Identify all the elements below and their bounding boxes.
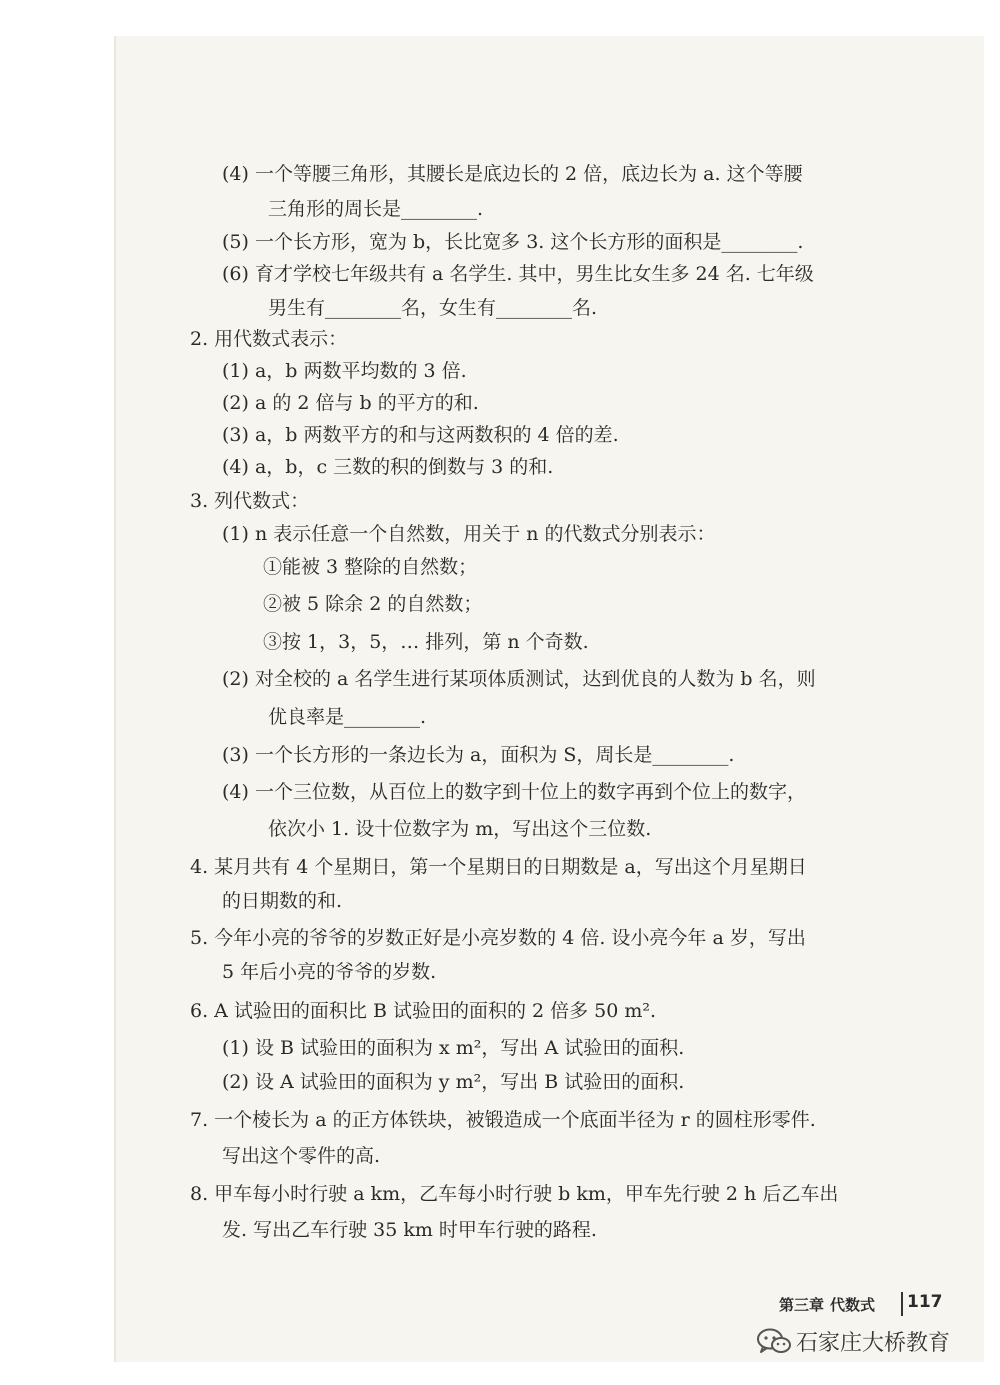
chapter-number: 第三章 <box>779 1296 825 1314</box>
wechat-icon <box>756 1328 792 1356</box>
watermark-text: 石家庄大桥教育 <box>796 1331 951 1356</box>
text-line: 男生有________名，女生有________名. <box>268 297 598 319</box>
text-line: 三角形的周长是________. <box>268 198 484 220</box>
chapter-label <box>779 1294 899 1315</box>
text-line: (1) a，b 两数平均数的 3 倍. <box>222 360 467 382</box>
question-heading: 6. A 试验田的面积比 B 试验田的面积的 2 倍多 50 m². <box>190 1000 657 1022</box>
question-heading: 3. 列代数式： <box>190 490 310 512</box>
text-line: (4) 一个三位数，从百位上的数字到十位上的数字再到个位上的数字， <box>222 781 806 803</box>
page-edge <box>114 36 116 1362</box>
text-line: 5 年后小亮的爷爷的岁数. <box>222 961 437 983</box>
question-heading: 5. 今年小亮的爷爷的岁数正好是小亮岁数的 4 倍. 设小亮今年 a 岁，写出 <box>190 927 806 949</box>
text-line: 的日期数的和. <box>222 890 343 912</box>
footer-divider <box>901 1292 903 1316</box>
text-line: (1) 设 B 试验田的面积为 x m²，写出 A 试验田的面积. <box>222 1037 685 1059</box>
text-line: (6) 育才学校七年级共有 a 名学生. 其中，男生比女生多 24 名. 七年级 <box>222 263 814 285</box>
page-number: 117 <box>907 1292 943 1312</box>
text-line: 写出这个零件的高. <box>222 1145 381 1167</box>
text-line: ②被 5 除余 2 的自然数； <box>263 593 483 615</box>
question-heading: 4. 某月共有 4 个星期日，第一个星期日的日期数是 a，写出这个月星期日 <box>190 856 807 878</box>
text-line: (4) a，b，c 三数的积的倒数与 3 的和. <box>222 456 554 478</box>
text-line: (3) 一个长方形的一条边长为 a，面积为 S，周长是________. <box>222 744 735 766</box>
text-line: ①能被 3 整除的自然数； <box>263 556 478 578</box>
text-line: (5) 一个长方形，宽为 b，长比宽多 3. 这个长方形的面积是________. <box>222 231 804 253</box>
question-heading: 2. 用代数式表示： <box>190 328 348 350</box>
question-heading: 8. 甲车每小时行驶 a km，乙车每小时行驶 b km，甲车先行驶 2 h 后乙车出 <box>190 1183 839 1205</box>
text-line: ③按 1，3，5，… 排列，第 n 个奇数. <box>263 631 589 653</box>
text-line: (1) n 表示任意一个自然数，用关于 n 的代数式分别表示： <box>222 523 716 545</box>
text-line: 发. 写出乙车行驶 35 km 时甲车行驶的路程. <box>222 1219 597 1241</box>
text-line: 依次小 1. 设十位数字为 m，写出这个三位数. <box>268 818 652 840</box>
text-line: (2) 对全校的 a 名学生进行某项体质测试，达到优良的人数为 b 名，则 <box>222 668 816 690</box>
text-line: (4) 一个等腰三角形，其腰长是底边长的 2 倍，底边长为 a. 这个等腰 <box>222 163 803 185</box>
text-line: 优良率是________. <box>268 706 427 728</box>
text-line: (2) a 的 2 倍与 b 的平方的和. <box>222 392 479 414</box>
chapter-title: 代数式 <box>830 1296 876 1314</box>
text-line: (3) a，b 两数平方的和与这两数积的 4 倍的差. <box>222 424 619 446</box>
text-line: (2) 设 A 试验田的面积为 y m²，写出 B 试验田的面积. <box>222 1071 685 1093</box>
question-heading: 7. 一个棱长为 a 的正方体铁块，被锻造成一个底面半径为 r 的圆柱形零件. <box>190 1109 816 1131</box>
